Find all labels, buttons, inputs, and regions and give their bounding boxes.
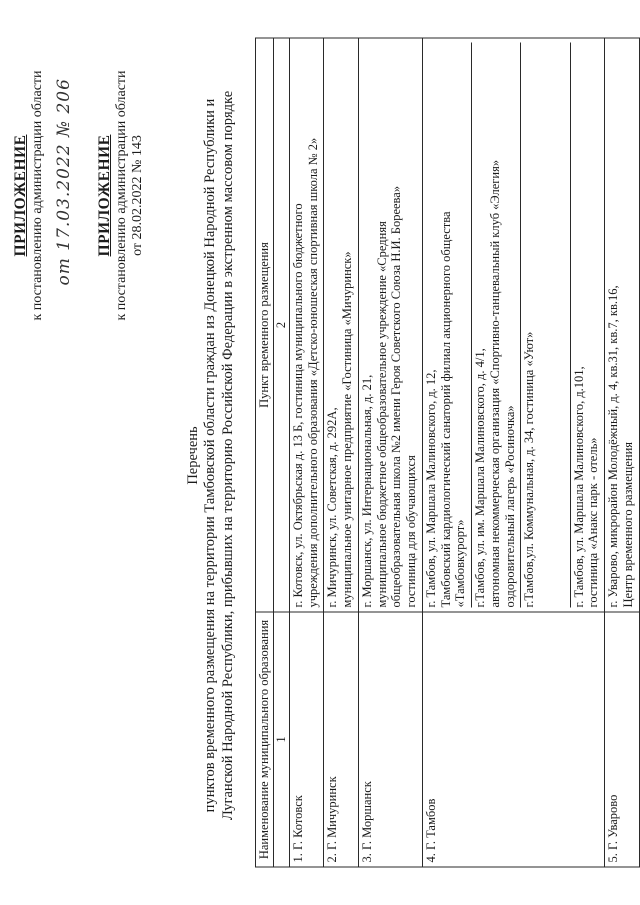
placement-entry-line: гостиница «Анакс парк - отель» [586,436,601,607]
placement-entry [324,42,358,607]
placement-entry-line: Тамбовский кардиологический санаторий филиал акционерного общества [438,210,453,607]
placement-entry [521,42,570,607]
appendix-block-1 [12,5,46,385]
document-heading: Перечень [185,425,201,485]
appendix-1-title: ПРИЛОЖЕНИЕ [12,134,29,256]
placement-cell [605,38,640,612]
placement-entry-line: г. Котовск, ул. Октябрьская д. 13 Б, гостиница муниципального бюджетного [290,202,305,607]
municipality-cell: 5. Г. Уварово [605,612,640,867]
placement-entry [605,42,639,607]
handwritten-date-number: от 17.03.2022 № 206 [54,77,74,285]
placement-entry-line: г. Мичуринск, ул. Советская, д. 292А, [325,406,340,607]
municipality-cell: 2. Г. Мичуринск [324,612,359,867]
placement-entry-line: г. Уварово, микрорайон Молодёжный, д. 4, кв.31, кв.7, кв.16, [606,284,620,607]
placement-entry [472,42,521,607]
placement-entry-line: Центр временного размещения [620,441,635,607]
placement-entry-line: муниципальное унитарное предприятие «Гостиница «Мичуринск» [340,250,354,607]
placement-entry-line: «Тамбовкурорт» [453,519,468,607]
appendix-block-2 [96,5,146,385]
placement-entry-line: учреждения дополнительного образования «Детско-юношеская спортивная школа № 2» [305,137,320,607]
document-title-line1: пунктов временного размещения на территории Тамбовской области граждан из Донецкой Народной Республики и [202,98,219,812]
placement-cell [422,38,604,612]
table-row [289,38,324,867]
placement-entry [423,42,472,607]
appendix-2-title: ПРИЛОЖЕНИЕ [96,134,113,256]
placement-points-table [255,37,640,867]
column-number-1: 1 [273,612,289,867]
placement-entry-line: г. Тамбов, ул. Маршала Малиновского, д.101, [571,365,586,607]
placement-entry-line: г.Тамбов,ул. Коммунальная, д. 34, гостиница «Уют» [522,331,537,607]
placement-entry [290,42,324,607]
appendix-2-line2: от 28.02.2022 № 143 [129,134,145,256]
placement-entry-line [552,42,567,607]
municipality-cell: 3. Г. Моршанск [358,612,422,867]
municipality-cell: 1. Г. Котовск [289,612,324,867]
appendix-2-line1: к постановлению администрации области [113,69,129,321]
header-placement-point: Пункт временного размещения [256,38,274,612]
placement-entry-line: гостиница для обучающихся [404,454,418,607]
placement-entry-line: г. Тамбов, ул. Маршала Малиновского, д. 12, [423,368,438,607]
document-title [185,45,237,865]
placement-entry-line: г.Тамбов, ул. им. Маршала Малиновского, д. 4/1, [473,347,487,607]
placement-entry-line: общеобразовательная школа №2 имени Героя Советского Союза Н.И. Бореева» [389,185,404,607]
table-row [358,38,422,867]
placement-cell [289,38,324,612]
column-number-2: 2 [273,38,289,612]
appendix-1-line: к постановлению администрации области [29,69,45,321]
placement-entry-line: муниципальное бюджетное общеобразовательное учреждение «Средняя [374,220,389,607]
table-row [605,38,640,867]
placement-entry-line: оздоровительный лагерь «Росиночка» [502,404,517,607]
table-row [324,38,359,867]
placement-cell [324,38,359,612]
placement-entry [571,42,605,607]
placement-entry-line: г. Моршанск, ул. Интернациональная, д. 21, [359,374,374,607]
table-body [289,38,639,867]
header-municipality: Наименование муниципального образования [256,612,274,867]
placement-cell [358,38,422,612]
placement-entry [359,42,422,607]
document-title-line2: Луганской Народной Республики, прибывших на территорию Российской Федерации в экстренном массовом порядке [219,90,236,820]
placement-entry-line [537,42,552,607]
table-row [422,38,604,867]
municipality-cell: 4. Г. Тамбов [422,612,604,867]
placement-entry-line: автономная некоммерческая организация «Спортивно-танцевальный клуб «Элегия» [487,159,502,607]
